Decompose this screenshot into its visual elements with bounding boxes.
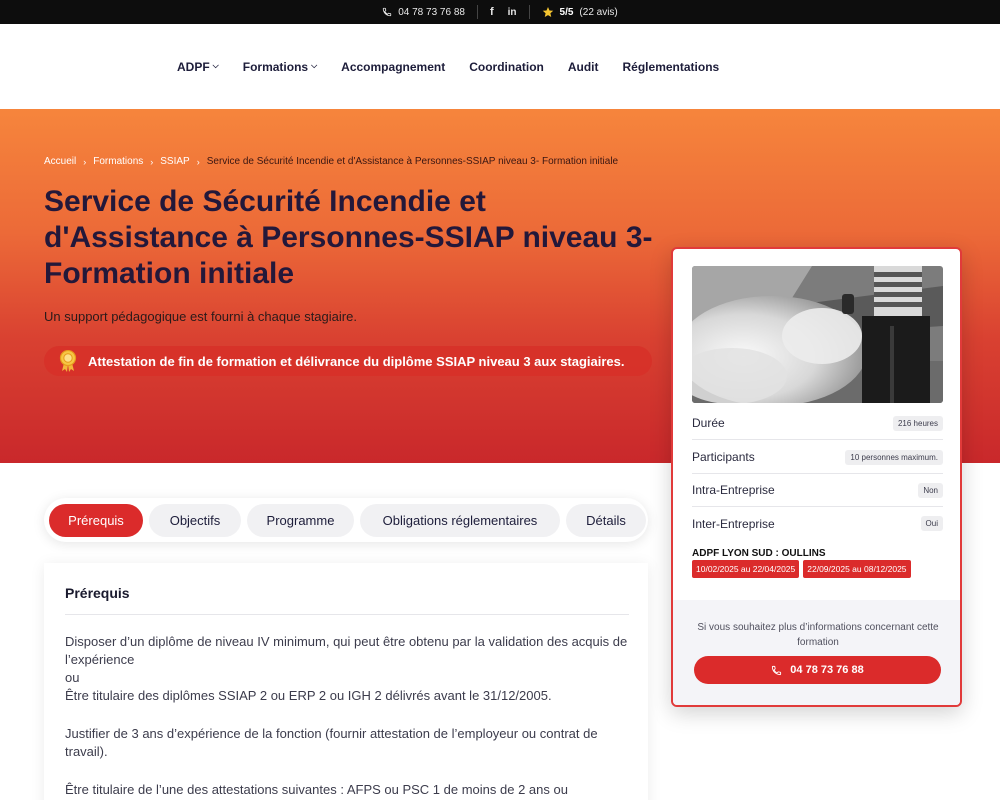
nav-item-adpf[interactable]: [177, 60, 219, 74]
topbar-social: [478, 5, 529, 19]
breadcrumb-formations[interactable]: Formations: [93, 156, 144, 167]
prerequisite-paragraph: Être titulaire de l’une des attestations suivantes : AFPS ou PSC 1 de moins de 2 ans ou: [65, 782, 568, 797]
session-date-badge[interactable]: 22/09/2025 au 08/12/2025: [803, 560, 910, 578]
site-header: [0, 24, 1000, 109]
nav-item-coordination[interactable]: [469, 60, 544, 74]
phone-icon: [771, 665, 782, 676]
formation-image: [692, 266, 943, 403]
tab-objectifs[interactable]: [149, 504, 241, 537]
topbar-rating[interactable]: [530, 5, 630, 19]
formation-tabs: [44, 498, 648, 542]
topbar-phone-number: 04 78 73 76 88: [398, 6, 465, 18]
nav-item-label: Formations: [242, 60, 309, 74]
tab-details[interactable]: [566, 504, 646, 537]
info-row-badge: Oui: [921, 516, 943, 531]
session-date-badge[interactable]: 10/02/2025 au 22/04/2025: [692, 560, 799, 578]
tab-label: Obligations réglementaires: [382, 512, 538, 528]
chevron-down-icon: ⌵: [311, 61, 318, 70]
prerequisite-paragraph: Justifier de 3 ans d’expérience de la fonction (fournir attestation de l’employeur ou contrat de travail).: [65, 726, 598, 759]
session-location: ADPF LYON SUD : OULLINS: [692, 548, 826, 559]
phone-icon: [382, 7, 392, 17]
linkedin-icon[interactable]: in: [507, 6, 517, 18]
nav-item-label: Réglementations: [622, 60, 720, 74]
contact-section: [673, 600, 962, 707]
info-row-label: Inter-Entreprise: [692, 516, 775, 531]
chevron-right-icon: ›: [196, 156, 200, 167]
tab-obligations[interactable]: [360, 504, 560, 537]
contact-info-text: Si vous souhaitez plus d’informations concernant cette formation: [697, 622, 939, 648]
breadcrumb-home[interactable]: Accueil: [44, 156, 77, 167]
formation-summary-card: [671, 247, 962, 707]
nav-item-label: Accompagnement: [341, 60, 446, 74]
info-row-intra: [692, 474, 943, 507]
nav-item-accompagnement[interactable]: [341, 60, 445, 74]
tab-programme[interactable]: [247, 504, 354, 537]
nav-item-label: Coordination: [469, 60, 544, 74]
call-button-label: 04 78 73 76 88: [790, 664, 864, 676]
info-row-label: Durée: [692, 416, 725, 430]
main-nav: [177, 60, 719, 74]
nav-item-label: ADPF: [177, 60, 210, 74]
prerequisite-paragraph: [65, 633, 635, 705]
tab-label: Objectifs: [169, 512, 221, 528]
prerequisite-text: Disposer d’un diplôme de niveau IV minimum, qui peut être obtenu par la validation des acquis de l’expérience: [65, 634, 628, 667]
section-heading: Prérequis: [65, 585, 130, 601]
chevron-down-icon: ⌵: [212, 61, 219, 70]
session-dates: [692, 560, 911, 578]
info-row-badge: 10 personnes maximum.: [845, 450, 943, 465]
top-bar: [0, 0, 1000, 24]
facebook-icon[interactable]: f: [489, 6, 494, 18]
info-row-badge: 216 heures: [893, 416, 943, 431]
tab-label: Prérequis: [68, 512, 124, 528]
info-row-label: Participants: [692, 450, 755, 464]
nav-item-reglementations[interactable]: [623, 60, 720, 74]
certification-text: Attestation de fin de formation et délivrance du diplôme SSIAP niveau 3 aux stagiaires.: [88, 353, 625, 369]
tab-label: Programme: [266, 512, 335, 528]
call-button[interactable]: [694, 656, 941, 684]
certification-banner: [44, 346, 652, 376]
info-row-badge: Non: [918, 483, 943, 498]
info-row-participants: [692, 441, 943, 474]
rating-count: (22 avis): [579, 6, 618, 18]
breadcrumb: [44, 156, 618, 167]
topbar-phone-link[interactable]: [370, 5, 477, 19]
breadcrumb-current: Service de Sécurité Incendie et d'Assistance à Personnes-SSIAP niveau 3- Formation initiale: [206, 156, 619, 167]
rating-score: 5/5: [559, 6, 574, 18]
page-title: Service de Sécurité Incendie et d'Assistance à Personnes-SSIAP niveau 3- Formation initiale: [44, 185, 653, 290]
tab-label: Détails: [586, 512, 626, 528]
chevron-right-icon: ›: [150, 156, 154, 167]
info-row-label: Intra-Entreprise: [692, 483, 775, 497]
page-subtitle: Un support pédagogique est fourni à chaque stagiaire.: [44, 309, 357, 324]
chevron-right-icon: ›: [83, 156, 87, 167]
info-row-inter: [692, 507, 943, 540]
prerequisite-text: ou: [65, 670, 80, 685]
star-icon: [542, 6, 554, 18]
medal-icon: [58, 350, 78, 372]
nav-item-label: Audit: [567, 60, 599, 74]
section-body: [65, 633, 635, 800]
nav-item-audit[interactable]: [568, 60, 599, 74]
nav-item-formations[interactable]: [243, 60, 317, 74]
info-row-duree: [692, 407, 943, 440]
tab-content-panel: [44, 563, 648, 800]
tab-prerequis[interactable]: [49, 504, 143, 537]
prerequisite-text: Être titulaire des diplômes SSIAP 2 ou ERP 2 ou IGH 2 délivrés avant le 31/12/2005.: [65, 688, 552, 703]
divider: [65, 614, 629, 615]
breadcrumb-ssiap[interactable]: SSIAP: [160, 156, 190, 167]
